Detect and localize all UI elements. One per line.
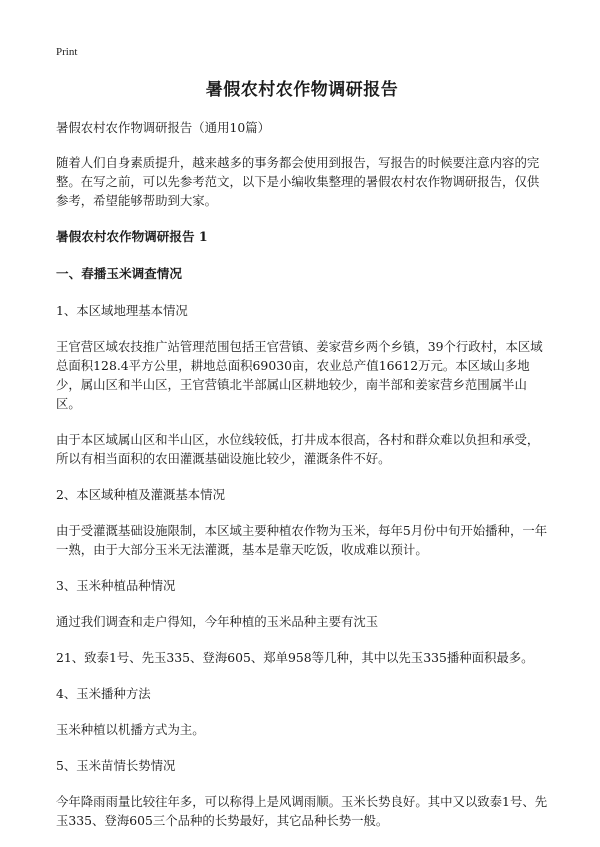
item-paragraph: 21、致泰1号、先玉335、登海605、郑单958等几种，其中以先玉335播种面积最多。	[56, 650, 534, 665]
item-paragraph: 玉米种植以机播方式为主。	[56, 722, 205, 737]
item-heading: 5、玉米苗情长势情况	[56, 758, 176, 773]
document-title: 暑假农村农作物调研报告	[205, 80, 399, 100]
item-paragraph: 由于本区域属山区和半山区，水位线较低，打井成本很高，各村和群众难以负担和承受，所以有相当面积的农田灌溉基础设施比较少，灌溉条件不好。	[56, 432, 540, 466]
item-paragraph: 通过我们调查和走户得知，今年种植的玉米品种主要有沈玉	[56, 614, 379, 629]
item-heading: 1、本区域地理基本情况	[56, 303, 188, 318]
section-heading: 一、春播玉米调查情况	[56, 266, 182, 281]
report-heading: 暑假农村农作物调研报告 1	[56, 229, 208, 244]
item-heading: 3、玉米种植品种情况	[56, 578, 176, 593]
item-heading: 2、本区域种植及灌溉基本情况	[56, 487, 225, 502]
item-paragraph: 王官营区域农技推广站管理范围包括王官营镇、姜家营乡两个乡镇，39个行政村，本区域总面积128.4平方公里，耕地总面积69030亩，农业总产值16612万元。本区域山多地少，属山区和半山区，王官营镇北半部属山区耕地较少，南半部和姜家营乡范围属半山区。	[56, 339, 543, 411]
intro-paragraph: 随着人们自身素质提升，越来越多的事务都会使用到报告，写报告的时候要注意内容的完整。在写之前，可以先参考范文，以下是小编收集整理的暑假农村农作物调研报告，仅供参考，希望能够帮助到大家。	[56, 155, 540, 208]
item-heading: 4、玉米播种方法	[56, 686, 151, 701]
document-subtitle: 暑假农村农作物调研报告（通用10篇）	[56, 120, 271, 135]
item-paragraph: 今年降雨雨量比较往年多，可以称得上是风调雨顺。玉米长势良好。其中又以致泰1号、先玉335、登海605三个品种的长势最好，其它品种长势一般。	[56, 794, 548, 828]
print-label[interactable]: Print	[56, 46, 78, 58]
document-content	[56, 78, 548, 847]
item-paragraph: 由于受灌溉基础设施限制，本区域主要种植农作物为玉米，每年5月份中旬开始播种，一年一熟，由于大部分玉米无法灌溉，基本是靠天吃饭，收成难以预计。	[56, 523, 548, 557]
